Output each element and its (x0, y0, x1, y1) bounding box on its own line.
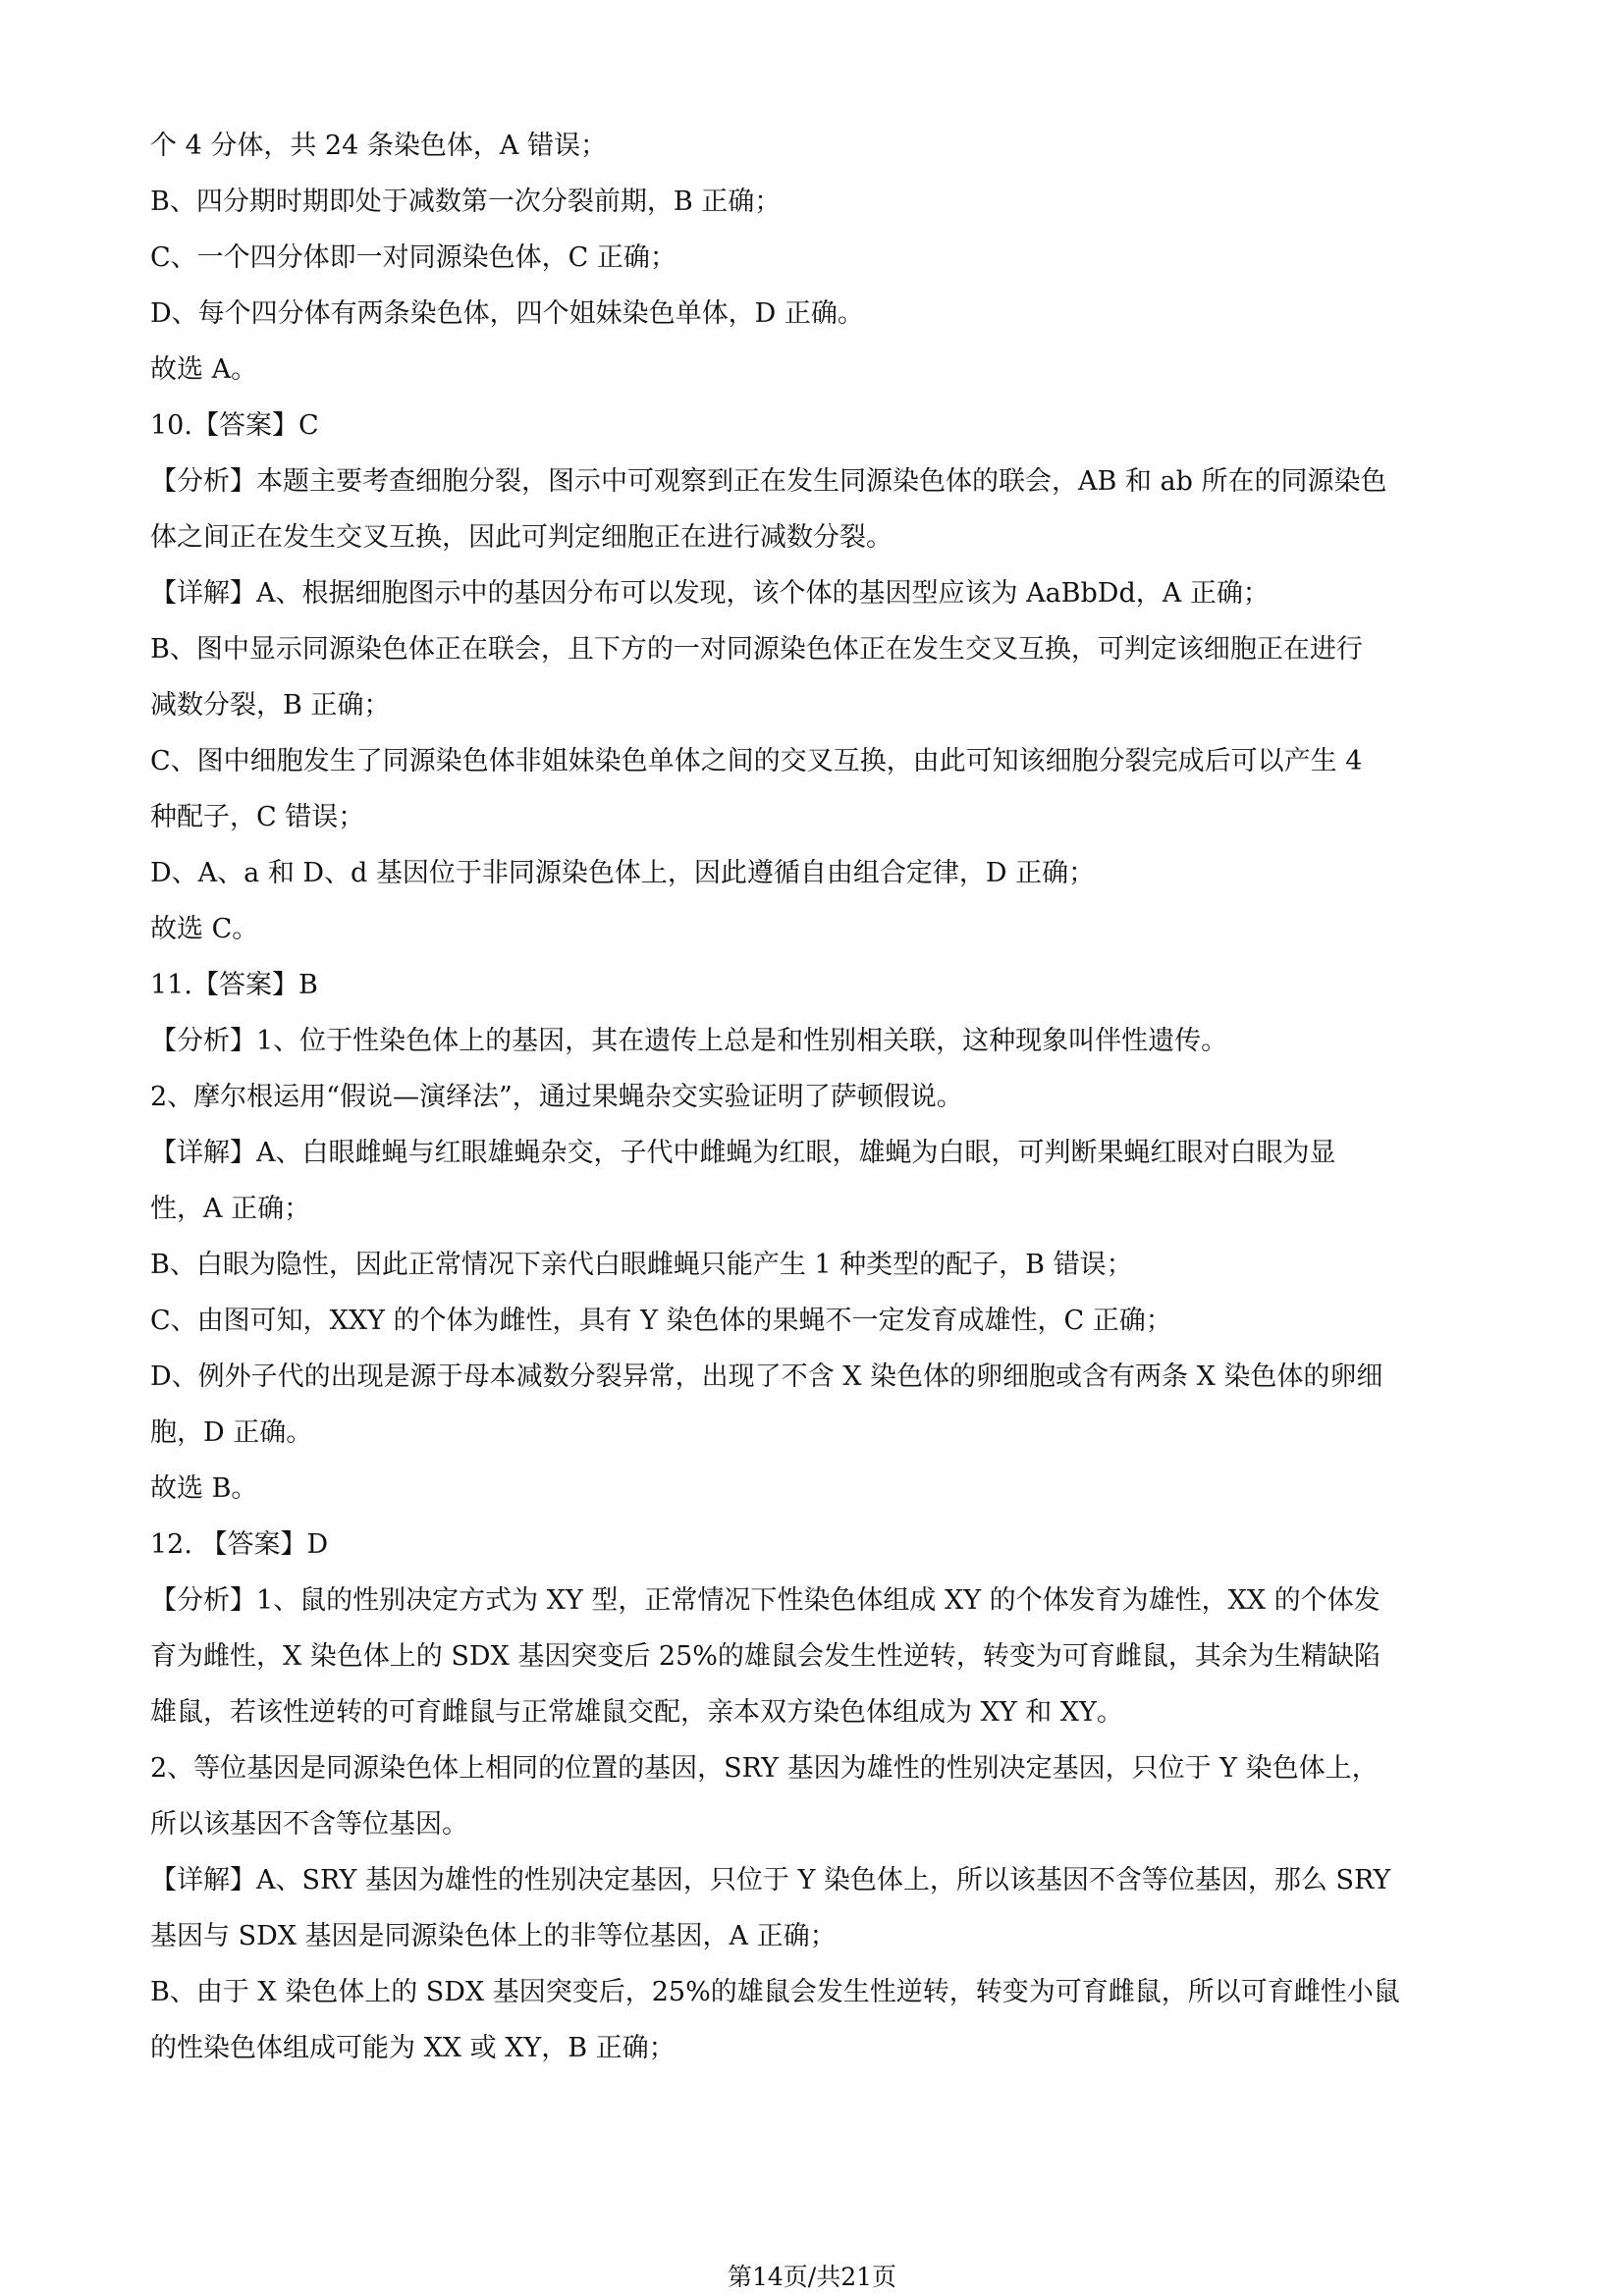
text-line: B、白眼为隐性，因此正常情况下亲代白眼雌蝇只能产生 1 种类型的配子，B 错误； (150, 1250, 1133, 1280)
text-line: 育为雌性，X 染色体上的 SDX 基因突变后 25%的雄鼠会发生性逆转，转变为可育雌鼠，其余为生精缺陷 (150, 1641, 1380, 1672)
text-line: C、由图可知，XXY 的个体为雌性，具有 Y 染色体的果蝇不一定发育成雄性，C 正确； (150, 1306, 1172, 1336)
text-line: 【分析】1、鼠的性别决定方式为 XY 型，正常情况下性染色体组成 XY 的个体发育为雄性，XX 的个体发 (150, 1585, 1380, 1616)
text-line: 2、等位基因是同源染色体上相同的位置的基因，SRY 基因为雄性的性别决定基因，只位于 Y 染色体上， (150, 1753, 1379, 1784)
text-line: 10.【答案】C (150, 410, 319, 441)
text-line: B、四分期时期即处于减数第一次分裂前期，B 正确； (150, 187, 782, 217)
text-line: 雄鼠，若该性逆转的可育雌鼠与正常雄鼠交配，亲本双方染色体组成为 XY 和 XY。 (150, 1697, 1123, 1728)
text-line: 个 4 分体，共 24 条染色体，A 错误； (150, 131, 607, 161)
text-line: B、由于 X 染色体上的 SDX 基因突变后，25%的雄鼠会发生性逆转，转变为可育雌鼠，所以可育雌性小鼠 (150, 1977, 1400, 2007)
text-line: 性，A 正确； (150, 1194, 311, 1224)
text-line: 种配子，C 错误； (150, 802, 365, 832)
text-line: 【详解】A、SRY 基因为雄性的性别决定基因，只位于 Y 染色体上，所以该基因不含等位基因，那么 SRY (150, 1865, 1391, 1896)
text-line: D、每个四分体有两条染色体，四个姐妹染色单体，D 正确。 (150, 298, 864, 329)
document-body (150, 118, 1481, 2076)
text-line: 11.【答案】B (150, 970, 318, 1000)
text-line: 故选 C。 (150, 914, 259, 944)
text-line: 2、摩尔根运用“假说—演绎法”，通过果蝇杂交实验证明了萨顿假说。 (150, 1082, 963, 1112)
text-line: 【详解】A、白眼雌蝇与红眼雄蝇杂交，子代中雌蝇为红眼，雄蝇为白眼，可判断果蝇红眼对白眼为显 (150, 1138, 1336, 1168)
text-line: 【分析】本题主要考查细胞分裂，图示中可观察到正在发生同源染色体的联会，AB 和 ab 所在的同源染色 (150, 466, 1387, 497)
text-line: 【详解】A、根据细胞图示中的基因分布可以发现，该个体的基因型应该为 AaBbDd，A 正确； (150, 578, 1270, 609)
text-line: 减数分裂，B 正确； (150, 690, 391, 721)
page-footer: 第14页/共21页 (727, 2263, 897, 2291)
text-line: D、例外子代的出现是源于母本减数分裂异常，出现了不含 X 染色体的卵细胞或含有两条 X 染色体的卵细 (150, 1362, 1383, 1392)
text-line: 12. 【答案】D (150, 1529, 329, 1560)
text-line: C、一个四分体即一对同源染色体，C 正确； (150, 242, 677, 273)
text-line: D、A、a 和 D、d 基因位于非同源染色体上，因此遵循自由组合定律，D 正确； (150, 858, 1096, 888)
text-line: 【分析】1、位于性染色体上的基因，其在遗传上总是和性别相关联，这种现象叫伴性遗传。 (150, 1026, 1228, 1056)
text-line: 体之间正在发生交叉互换，因此可判定细胞正在进行减数分裂。 (150, 522, 893, 553)
text-line: 基因与 SDX 基因是同源染色体上的非等位基因，A 正确； (150, 1921, 837, 1951)
text-line: 的性染色体组成可能为 XX 或 XY，B 正确； (150, 2033, 676, 2063)
text-line: C、图中细胞发生了同源染色体非姐妹染色单体之间的交叉互换，由此可知该细胞分裂完成后可以产生 4 (150, 746, 1363, 776)
text-line: 胞，D 正确。 (150, 1417, 313, 1448)
text-line: B、图中显示同源染色体正在联会，且下方的一对同源染色体正在发生交叉互换，可判定该细胞正在进行 (150, 634, 1363, 665)
text-line: 故选 B。 (150, 1473, 258, 1504)
text-line: 故选 A。 (150, 354, 258, 385)
text-line: 所以该基因不含等位基因。 (150, 1809, 468, 1840)
